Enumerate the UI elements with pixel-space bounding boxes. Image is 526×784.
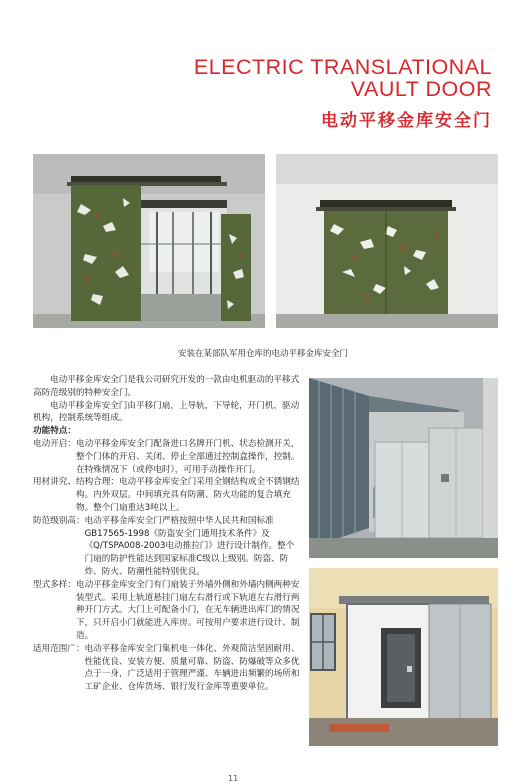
features-heading: 功能特点： bbox=[33, 426, 76, 437]
title-en-line2: VAULT DOOR bbox=[350, 77, 492, 101]
photo-stainless-door bbox=[309, 378, 498, 558]
feature-text: 电动平移金库安全门有门扇装于外墙外侧和外墙内侧两种安装型式。采用上轨道悬挂门扇左右滑行或下轨道左右滑行两种开门方式。大门上可配备小门，在无车辆进出库门的情况下，只开启小门就能进入库房。可按用户要求进行设计、制造。 bbox=[75, 579, 300, 641]
feature-text: 电动平移金库安全门集机电一体化、外观简洁坚固耐用、性能优良、安装方便、质量可靠、防盗、防爆破等众多优点于一身，广泛适用于管理严谨、车辆进出频繁的场所和工矿企业、仓库货场、银行发行金库等重要单位。 bbox=[84, 643, 300, 693]
feature-item bbox=[33, 515, 301, 579]
body-text bbox=[33, 374, 301, 694]
feature-item bbox=[33, 438, 301, 476]
feature-key: 用材讲究、 bbox=[33, 477, 76, 488]
page-title-cn: 电动平移金库安全门 bbox=[321, 111, 492, 131]
feature-text: 结构合理：电动平移金库安全门采用全钢结构或全不锈钢结构。内外双层。中间填充具有防潮、防火功能的复合填充物。整个门扇重达3吨以上。 bbox=[75, 477, 300, 513]
feature-text: 电动平移金库安全门配备进口名牌开门机、状态检测开关，整个门体的开启、关闭、停止全部通过控制盒操作，控制。在特殊情况下（或停电时），可用手动操作开门。 bbox=[75, 438, 300, 475]
photo-vault-door-closed bbox=[276, 154, 498, 328]
feature-key: 型式多样： bbox=[33, 579, 76, 590]
intro-paragraph-1: 电动平移金库安全门是我公司研究开发的一款由电机驱动的平移式高防范级别的特种安全门。 bbox=[33, 375, 300, 398]
feature-key: 电动开启： bbox=[33, 438, 76, 449]
feature-text: 电动平移金库安全门严格按照中华人民共和国标准GB17565-1998《防盗安全门通用技术条件》及《Q/TSPA008-2003电动推拉门》进行设计制作。整个门扇的防护性能达到国家标准C级以上级别。防盗、防炸、防火、防潮性能特别优良。 bbox=[84, 515, 295, 577]
photo-vault-door-open bbox=[33, 154, 265, 328]
photo-gray-door-with-wicket bbox=[309, 568, 498, 746]
page-title-en bbox=[194, 56, 492, 100]
feature-item bbox=[33, 579, 301, 643]
feature-item bbox=[33, 643, 301, 694]
feature-key: 防范级别高： bbox=[33, 515, 85, 526]
photo-caption: 安装在某部队军用仓库的电动平移金库安全门 bbox=[177, 349, 348, 359]
page-number: 11 bbox=[228, 774, 239, 783]
title-en-line1: ELECTRIC TRANSLATIONAL bbox=[193, 55, 492, 79]
feature-key: 适用范围广： bbox=[33, 643, 85, 654]
intro-paragraph-2: 电动平移金库安全门由平移门扇，上导轨，下导轮，开门机，驱动机构，控制系统等组成。 bbox=[33, 400, 300, 424]
feature-item bbox=[33, 476, 301, 514]
